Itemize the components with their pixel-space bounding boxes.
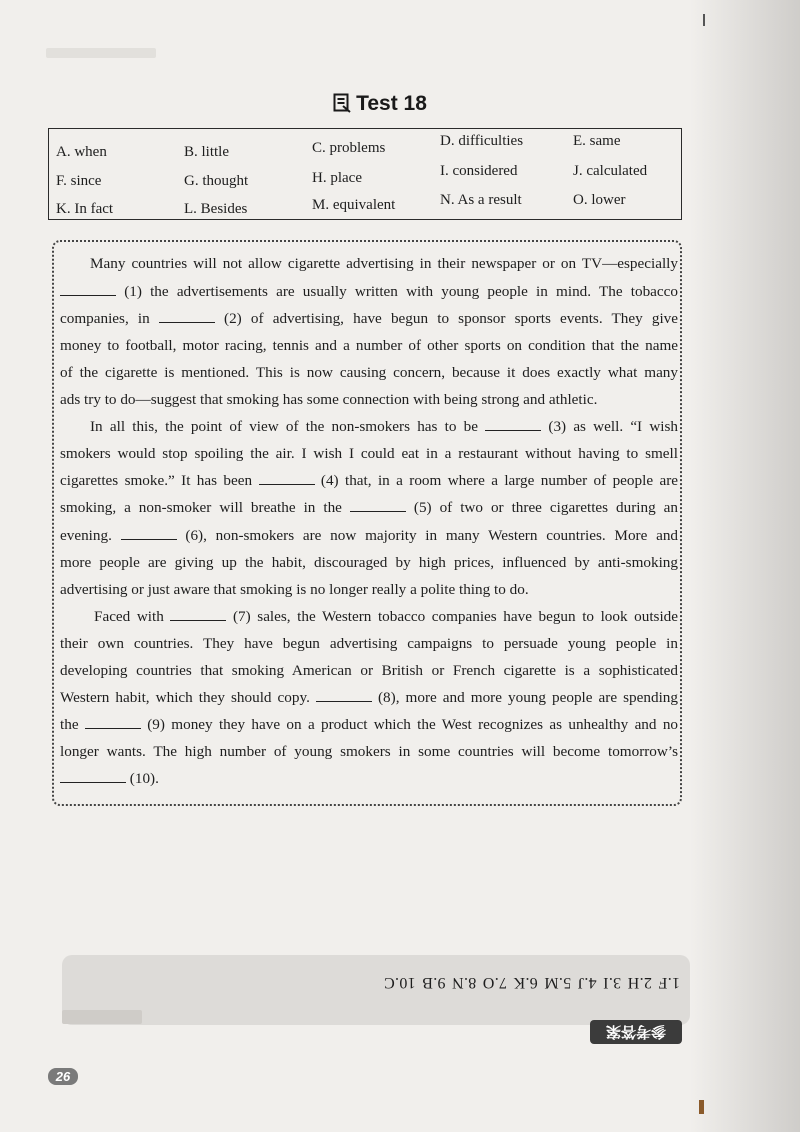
- passage-line: evening. (6), non-smokers are now majority in many Western countries. More and: [60, 527, 679, 544]
- blank-1: [60, 282, 116, 296]
- page-edge-shadow: [690, 0, 800, 1132]
- passage-line: Faced with (7) sales, the Western tobacco companies have begun to look outside: [94, 608, 679, 625]
- passage-line: ads try to do—suggest that smoking has some connection with being strong and athletic.: [60, 391, 598, 408]
- passage-line: advertising or just aware that smoking is no longer really a polite thing to do.: [60, 581, 529, 598]
- option-c: C. problems: [312, 140, 386, 156]
- answer-key-badge: 参考答案: [590, 1020, 682, 1044]
- passage-line: Many countries will not allow cigarette advertising in their newspaper or on TV—especially: [90, 255, 678, 272]
- option-n: N. As a result: [440, 192, 522, 208]
- passage-line: (1) the advertisements are usually written with young people in mind. The tobacco: [60, 282, 678, 302]
- blank-9: [85, 715, 141, 729]
- page-number: 26: [48, 1068, 78, 1085]
- option-o: O. lower: [573, 192, 626, 208]
- blank-6: [121, 526, 177, 540]
- faded-header-mark: [46, 48, 156, 58]
- option-e: E. same: [573, 133, 621, 149]
- option-k: K. In fact: [56, 201, 114, 217]
- option-d: D. difficulties: [440, 133, 524, 149]
- edge-mark: [703, 14, 705, 26]
- passage-line: In all this, the point of view of the non-smokers has to be (3) as well. “I wish: [90, 418, 679, 435]
- page-title: [0, 92, 760, 119]
- passage-line: their own countries. They have begun advertising campaigns to persuade young people in: [60, 635, 678, 652]
- test-document-icon: [333, 93, 351, 119]
- passage-line: the (9) money they have on a product which the West recognizes as unhealthy and no: [60, 716, 679, 733]
- option-b: B. little: [184, 144, 229, 160]
- option-i: I. considered: [440, 163, 518, 179]
- option-f: F. since: [56, 173, 102, 189]
- blank-8: [316, 688, 372, 702]
- option-l: L. Besides: [184, 201, 248, 217]
- blank-4: [259, 471, 315, 485]
- blank-3: [485, 417, 541, 431]
- passage-line: smoking, a non-smoker will breathe in the (5) of two or three cigarettes during an: [60, 499, 679, 516]
- option-m: M. equivalent: [312, 197, 396, 213]
- passage-line: of the cigarette is mentioned. This is now causing concern, because it does exactly what many: [60, 364, 678, 381]
- option-j: J. calculated: [573, 163, 648, 179]
- option-a: A. when: [56, 144, 107, 160]
- passage-line: cigarettes smoke.” It has been (4) that, in a room where a large number of people are: [60, 472, 678, 489]
- passage-line: smokers would stop spoiling the air. I wish I could eat in a restaurant without having to smell: [60, 445, 678, 462]
- option-h: H. place: [312, 170, 362, 186]
- answer-panel-mark: [62, 1010, 142, 1024]
- blank-5: [350, 498, 406, 512]
- blank-7: [170, 607, 226, 621]
- passage-line: (10).: [60, 769, 678, 789]
- passage-line: money to football, motor racing, tennis and a number of other sports on condition that the name: [60, 337, 678, 354]
- passage-line: more people are giving up the habit, discouraged by high prices, influenced by anti-smoking: [60, 554, 678, 571]
- title-text: Test 18: [356, 92, 427, 115]
- blank-10: [60, 769, 126, 783]
- passage-line: developing countries that smoking American or British or French cigarette is a sophisticated: [60, 662, 678, 679]
- blank-2: [159, 309, 215, 323]
- answer-key-text: 1.F 2.H 3.I 4.J 5.M 6.K 7.O 8.N 9.B 10.C: [383, 974, 680, 991]
- passage-line: companies, in (2) of advertising, have begun to sponsor sports events. They give: [60, 310, 679, 327]
- option-g: G. thought: [184, 173, 249, 189]
- edge-mark: [699, 1100, 704, 1114]
- passage-line: Western habit, which they should copy. (8), more and more young people are spending: [60, 689, 678, 706]
- passage-line: longer wants. The high number of young smokers in some countries will become tomorrow’s: [60, 743, 678, 760]
